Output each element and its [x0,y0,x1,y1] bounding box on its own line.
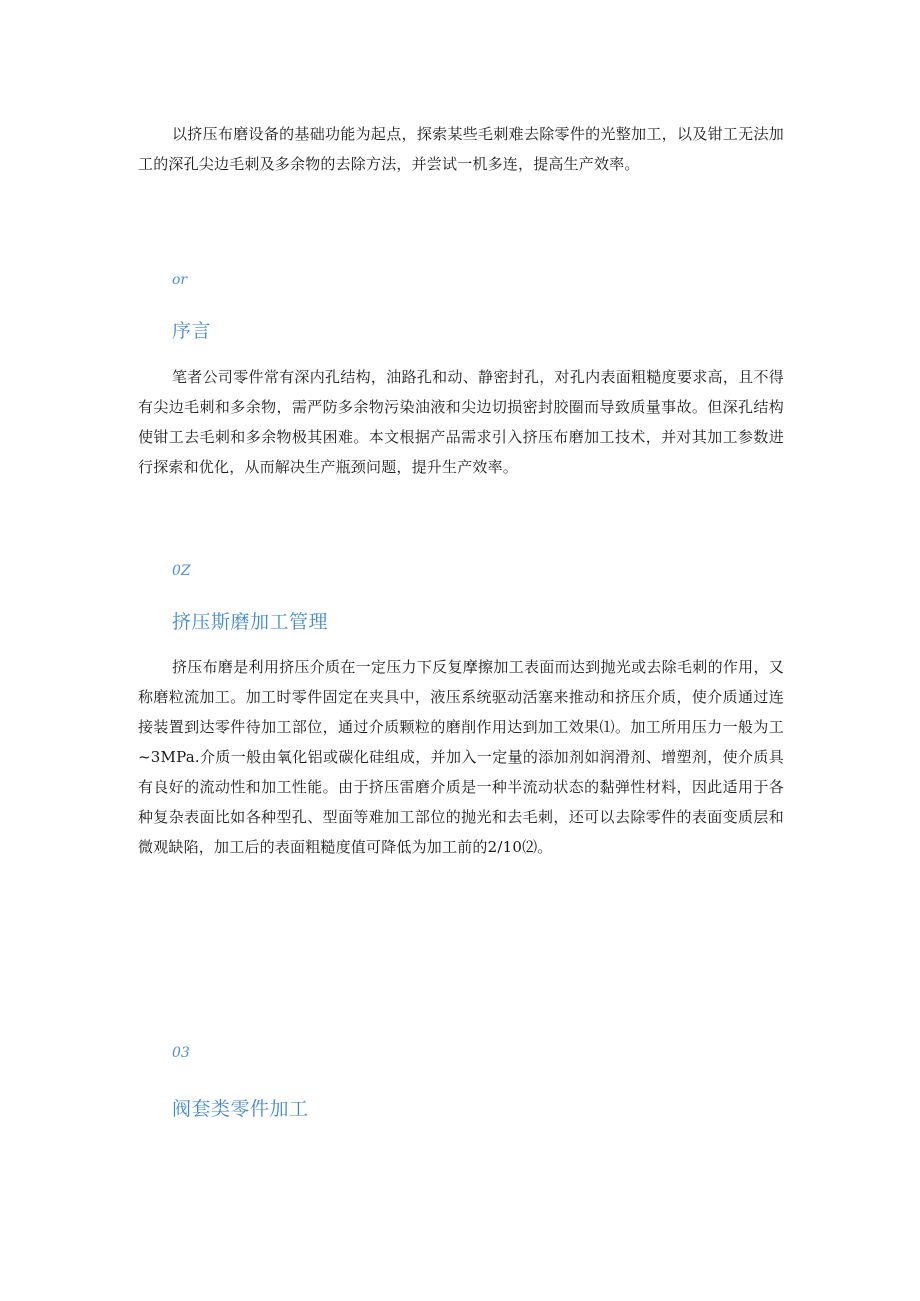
section-number-1: or [172,272,188,288]
section-number-2: 0Z [172,563,191,579]
section-title-extrusion-honing: 挤压斯磨加工管理 [172,611,329,633]
section-number-3: 03 [172,1045,190,1061]
preface-paragraph: 笔者公司零件常有深内孔结构，油路孔和动、静密封孔，对孔内表面粗糙度要求高，且不得有尖边毛刺和多余物，需严防多余物污染油液和尖边切损密封胶圈而导致质量事故。但深孔结构使钳工去毛刺和多余物极其困难。本文根据产品需求引入挤压布磨加工技术，并对其加工参数进行探索和优化，从而解决生产瓶颈问题，提升生产效率。 [138,368,784,476]
intro-paragraph: 以挤压布磨设备的基础功能为起点，探索某些毛刺难去除零件的光整加工，以及钳工无法加工的深孔尖边毛刺及多余物的去除方法，并尝试一机多连，提高生产效率。 [138,125,784,173]
extrusion-honing-paragraph: 挤压布磨是利用挤压介质在一定压力下反复摩擦加工表面而达到抛光或去除毛刺的作用，又称磨粒流加工。加工时零件固定在夹具中，液压系统驱动活塞来推动和挤压介质，使介质通过连接装置到达零件待加工部位，通过介质颗粒的磨削作用达到加工效果⑴。加工所用压力一般为工~3MPa.介质一般由氧化铝或碳化硅组成，并加入一定量的添加剂如润滑剂、增塑剂，使介质具有良好的流动性和加工性能。由于挤压雷磨介质是一种半流动状态的黏弹性材料，因此适用于各种复杂表面比如各种型孔、型面等难加工部位的抛光和去毛刺，还可以去除零件的表面变质层和微观缺陷，加工后的表面粗糙度值可降低为加工前的2/10⑵。 [138,658,784,856]
section-title-valve-sleeve: 阀套类零件加工 [172,1098,309,1120]
section-title-preface: 序言 [172,320,212,342]
